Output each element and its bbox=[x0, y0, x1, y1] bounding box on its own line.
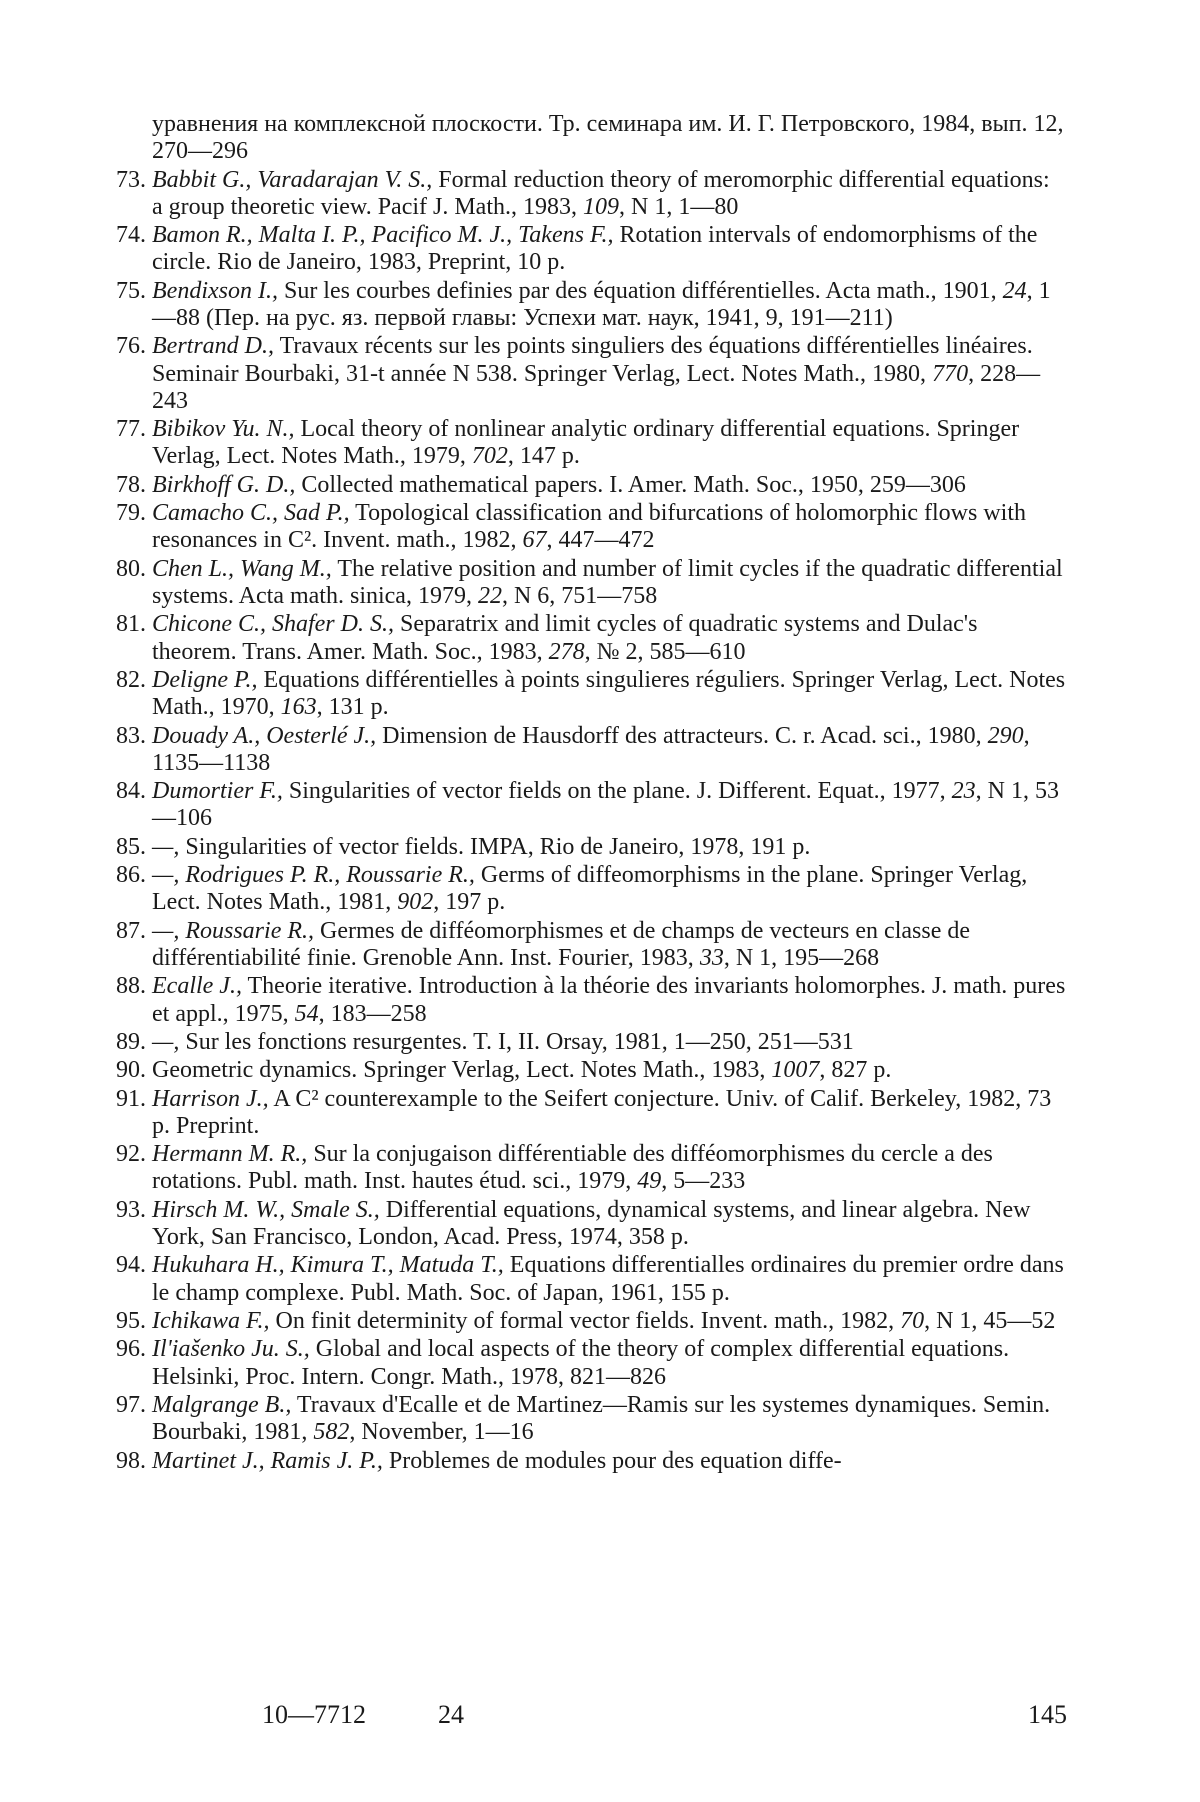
reference-volume: 278 bbox=[548, 638, 585, 665]
reference-tail: , 183—258 bbox=[318, 1000, 427, 1027]
reference-tail: , 197 p. bbox=[433, 889, 506, 916]
reference-number: 78. bbox=[116, 471, 146, 498]
reference-volume: 67 bbox=[522, 527, 547, 554]
reference-entry bbox=[86, 1252, 1066, 1306]
reference-volume: 109 bbox=[583, 193, 620, 220]
reference-volume: 1007 bbox=[771, 1057, 820, 1084]
reference-authors: Malgrange B., bbox=[152, 1392, 292, 1419]
reference-number: 93. bbox=[116, 1196, 146, 1223]
reference-authors: Bertrand D., bbox=[152, 333, 274, 360]
reference-volume: 163 bbox=[280, 694, 317, 721]
reference-text: Rotation intervals of endomorphisms of the circle. Rio de Janeiro, 1983, Preprint, 10 p. bbox=[152, 222, 1038, 276]
reference-list bbox=[86, 111, 1066, 1476]
reference-tail: , 827 p. bbox=[819, 1057, 892, 1084]
reference-authors: Hermann M. R., bbox=[152, 1141, 308, 1168]
reference-text: The relative position and number of limit cycles if the quadratic differential systems. Acta math. sinica, 1979, bbox=[152, 555, 1063, 609]
reference-number: 83. bbox=[116, 722, 146, 749]
reference-tail: , № 2, 585—610 bbox=[584, 638, 746, 665]
reference-text: Singularities of vector fields. IMPA, Rio de Janeiro, 1978, 191 p. bbox=[179, 833, 811, 860]
reference-authors: Ecalle J., bbox=[152, 973, 242, 1000]
reference-authors: Douady A., Oesterlé J., bbox=[152, 722, 377, 749]
reference-entry bbox=[86, 918, 1066, 972]
reference-authors: Chen L., Wang M., bbox=[152, 555, 332, 582]
reference-text: Singularities of vector fields on the plane. J. Different. Equat., 1977, bbox=[282, 778, 952, 805]
reference-entry bbox=[86, 1141, 1066, 1195]
reference-text: Global and local aspects of the theory of complex differential equations. Helsinki, Proc. Intern. Congr. Math., 1978, 821—826 bbox=[152, 1336, 1010, 1390]
reference-authors: Chicone C., Shafer D. S., bbox=[152, 611, 394, 638]
reference-authors: Martinet J., Ramis J. P., bbox=[152, 1447, 383, 1474]
reference-number: 90. bbox=[116, 1057, 146, 1084]
reference-number: 94. bbox=[116, 1252, 146, 1279]
reference-volume: 70 bbox=[900, 1308, 925, 1335]
reference-number: 82. bbox=[116, 666, 146, 693]
reference-text: Formal reduction theory of meromorphic differential equations: a group theoretic view. Pacif J. Math., 1983, bbox=[152, 166, 1050, 220]
reference-volume: 702 bbox=[471, 443, 508, 470]
reference-entry bbox=[86, 723, 1066, 777]
reference-continuation: уравнения на комплексной плоскости. Тр. семинара им. И. Г. Петровского, 1984, вып. 12, 270—296 bbox=[152, 111, 1064, 165]
reference-text: A C² counterexample to the Seifert conjecture. Univ. of Calif. Berkeley, 1982, 73 p. Preprint. bbox=[152, 1085, 1052, 1139]
reference-number: 84. bbox=[116, 778, 146, 805]
reference-volume: 902 bbox=[397, 889, 434, 916]
reference-number: 95. bbox=[116, 1308, 146, 1335]
reference-text: Travaux d'Ecalle et de Martinez—Ramis sur les systemes dynamiques. Semin. Bourbaki, 1981, bbox=[152, 1392, 1051, 1446]
reference-number: 92. bbox=[116, 1141, 146, 1168]
reference-text: Theorie iterative. Introduction à la théorie des invariants holomorphes. J. math. pures et appl., 1975, bbox=[152, 973, 1066, 1027]
reference-number: 75. bbox=[116, 277, 146, 304]
reference-authors: —, Roussarie R., bbox=[152, 917, 314, 944]
reference-volume: 290 bbox=[987, 722, 1024, 749]
reference-tail: , N 1, 195—268 bbox=[723, 944, 880, 971]
reference-text: Local theory of nonlinear analytic ordinary differential equations. Springer Verlag, Lect. Notes Math., 1979, bbox=[152, 416, 1020, 470]
reference-volume: 33 bbox=[699, 944, 724, 971]
reference-text: Equations differentialles ordinaires du premier ordre dans le champ complexe. Publ. Math. Soc. of Japan, 1961, 155 p. bbox=[152, 1252, 1064, 1306]
reference-number: 97. bbox=[116, 1392, 146, 1419]
reference-authors: —, bbox=[152, 833, 180, 860]
reference-volume: 49 bbox=[637, 1168, 662, 1195]
page-number: 145 bbox=[1028, 1700, 1067, 1729]
reference-authors: Bamon R., Malta I. P., Pacifico M. J., Takens F., bbox=[152, 222, 614, 249]
reference-volume: 24 bbox=[1002, 277, 1027, 304]
printer-signature: 10—7712 bbox=[262, 1700, 366, 1729]
reference-text: Germes de difféomorphismes et de champs de vecteurs en classe de différentiabilité finie. Grenoble Ann. Inst. Fourier, 1983, bbox=[152, 917, 970, 971]
reference-number: 91. bbox=[116, 1085, 146, 1112]
reference-text: Problemes de modules pour des equation diffe- bbox=[382, 1447, 842, 1474]
reference-items bbox=[86, 167, 1066, 1475]
reference-entry bbox=[86, 1086, 1066, 1140]
reference-entry bbox=[86, 834, 1066, 861]
reference-entry bbox=[86, 500, 1066, 554]
reference-authors: Dumortier F., bbox=[152, 778, 283, 805]
reference-text: Sur les fonctions resurgentes. T. I, II. Orsay, 1981, 1—250, 251—531 bbox=[179, 1028, 854, 1055]
reference-number: 79. bbox=[116, 500, 146, 527]
reference-text: On finit determinity of formal vector fields. Invent. math., 1982, bbox=[269, 1308, 901, 1335]
reference-tail: , N 1, 1—80 bbox=[619, 193, 739, 220]
reference-number: 76. bbox=[116, 333, 146, 360]
reference-authors: Harrison J., bbox=[152, 1085, 269, 1112]
reference-authors: —, bbox=[152, 1028, 180, 1055]
reference-number: 87. bbox=[116, 917, 146, 944]
reference-volume: 54 bbox=[294, 1000, 319, 1027]
reference-entry bbox=[86, 1392, 1066, 1446]
reference-authors: —, Rodrigues P. R., Roussarie R., bbox=[152, 862, 475, 889]
printer-sheet-number: 24 bbox=[438, 1700, 464, 1729]
reference-text: Topological classification and bifurcations of holomorphic flows with resonances in C². Invent. math., 1982, bbox=[152, 500, 1026, 554]
reference-authors: Birkhoff G. D., bbox=[152, 471, 296, 498]
reference-entry bbox=[86, 222, 1066, 276]
reference-entry bbox=[86, 611, 1066, 665]
reference-number: 88. bbox=[116, 973, 146, 1000]
reference-entry bbox=[86, 1308, 1066, 1335]
reference-volume: 770 bbox=[932, 360, 969, 387]
reference-volume: 582 bbox=[313, 1419, 350, 1446]
reference-number: 98. bbox=[116, 1447, 146, 1474]
reference-entry bbox=[86, 667, 1066, 721]
reference-number: 89. bbox=[116, 1028, 146, 1055]
reference-authors: Ichikawa F., bbox=[152, 1308, 270, 1335]
reference-text: Collected mathematical papers. I. Amer. Math. Soc., 1950, 259—306 bbox=[295, 471, 966, 498]
reference-text: Sur la conjugaison différentiable des difféomorphismes du cercle a des rotations. Publ. math. Inst. hautes étud. sci., 1979, bbox=[152, 1141, 993, 1195]
reference-tail: , N 1, 53—106 bbox=[152, 778, 1059, 832]
reference-authors: Deligne P., bbox=[152, 666, 258, 693]
reference-tail: , 1135—1138 bbox=[152, 722, 1030, 776]
reference-authors: Camacho C., Sad P., bbox=[152, 500, 350, 527]
reference-text: Germs of diffeomorphisms in the plane. Springer Verlag, Lect. Notes Math., 1981, bbox=[152, 862, 1028, 916]
reference-number: 81. bbox=[116, 611, 146, 638]
reference-tail: , 5—233 bbox=[661, 1168, 746, 1195]
reference-text: Travaux récents sur les points singuliers des équations différentielles linéaires. Seminair Bourbaki, 31-t année N 538. Springer Verlag, Lect. Notes Math., 1980, bbox=[152, 333, 1033, 387]
reference-entry bbox=[86, 1057, 1066, 1084]
reference-entry bbox=[86, 278, 1066, 332]
reference-tail: , 447—472 bbox=[546, 527, 655, 554]
reference-authors: Bendixson I., bbox=[152, 277, 278, 304]
reference-text: Separatrix and limit cycles of quadratic systems and Dulac's theorem. Trans. Amer. Math. Soc., 1983, bbox=[152, 611, 978, 665]
reference-entry bbox=[86, 1029, 1066, 1056]
reference-tail: , N 1, 45—52 bbox=[924, 1308, 1056, 1335]
reference-tail: , 131 p. bbox=[316, 694, 389, 721]
reference-tail: , N 6, 751—758 bbox=[501, 582, 658, 609]
reference-entry bbox=[86, 973, 1066, 1027]
reference-tail: , 228—243 bbox=[152, 360, 1041, 414]
reference-entry bbox=[86, 556, 1066, 610]
reference-text: Geometric dynamics. Springer Verlag, Lect. Notes Math., 1983, bbox=[152, 1057, 772, 1084]
reference-entry bbox=[86, 333, 1066, 415]
reference-text: Sur les courbes definies par des équation différentielles. Acta math., 1901, bbox=[277, 277, 1003, 304]
reference-authors: Bibikov Yu. N., bbox=[152, 416, 295, 443]
reference-entry bbox=[86, 1197, 1066, 1251]
reference-number: 73. bbox=[116, 166, 146, 193]
reference-number: 80. bbox=[116, 555, 146, 582]
reference-number: 77. bbox=[116, 416, 146, 443]
reference-text: Equations différentielles à points singulieres réguliers. Springer Verlag, Lect. Notes Math., 1970, bbox=[152, 666, 1066, 721]
reference-authors: Hukuhara H., Kimura T., Matuda T., bbox=[152, 1252, 504, 1279]
reference-tail: , 1—88 (Пер. на рус. яз. первой главы: Успехи мат. наук, 1941, 9, 191—211) bbox=[152, 277, 1051, 331]
reference-number: 74. bbox=[116, 222, 146, 249]
reference-tail: , 147 p. bbox=[507, 443, 580, 470]
reference-number: 86. bbox=[116, 862, 146, 889]
reference-entry bbox=[86, 472, 1066, 499]
reference-entry bbox=[86, 1336, 1066, 1390]
reference-number: 85. bbox=[116, 833, 146, 860]
reference-volume: 22 bbox=[477, 582, 502, 609]
reference-entry bbox=[86, 167, 1066, 221]
reference-authors: Babbit G., Varadarajan V. S., bbox=[152, 166, 433, 193]
reference-volume: 23 bbox=[951, 778, 976, 805]
reference-entry bbox=[86, 1448, 1066, 1475]
reference-number: 96. bbox=[116, 1336, 146, 1363]
reference-entry bbox=[86, 778, 1066, 832]
reference-text: Dimension de Hausdorff des attracteurs. C. r. Acad. sci., 1980, bbox=[376, 722, 988, 749]
reference-text: Differential equations, dynamical systems, and linear algebra. New York, San Francisco, London, Acad. Press, 1974, 358 p. bbox=[152, 1196, 1031, 1251]
reference-tail: , November, 1—16 bbox=[349, 1419, 534, 1446]
reference-entry bbox=[86, 416, 1066, 470]
reference-authors: Il'iašenko Ju. S., bbox=[152, 1336, 310, 1363]
reference-authors: Hirsch M. W., Smale S., bbox=[152, 1196, 380, 1223]
reference-entry bbox=[86, 862, 1066, 916]
